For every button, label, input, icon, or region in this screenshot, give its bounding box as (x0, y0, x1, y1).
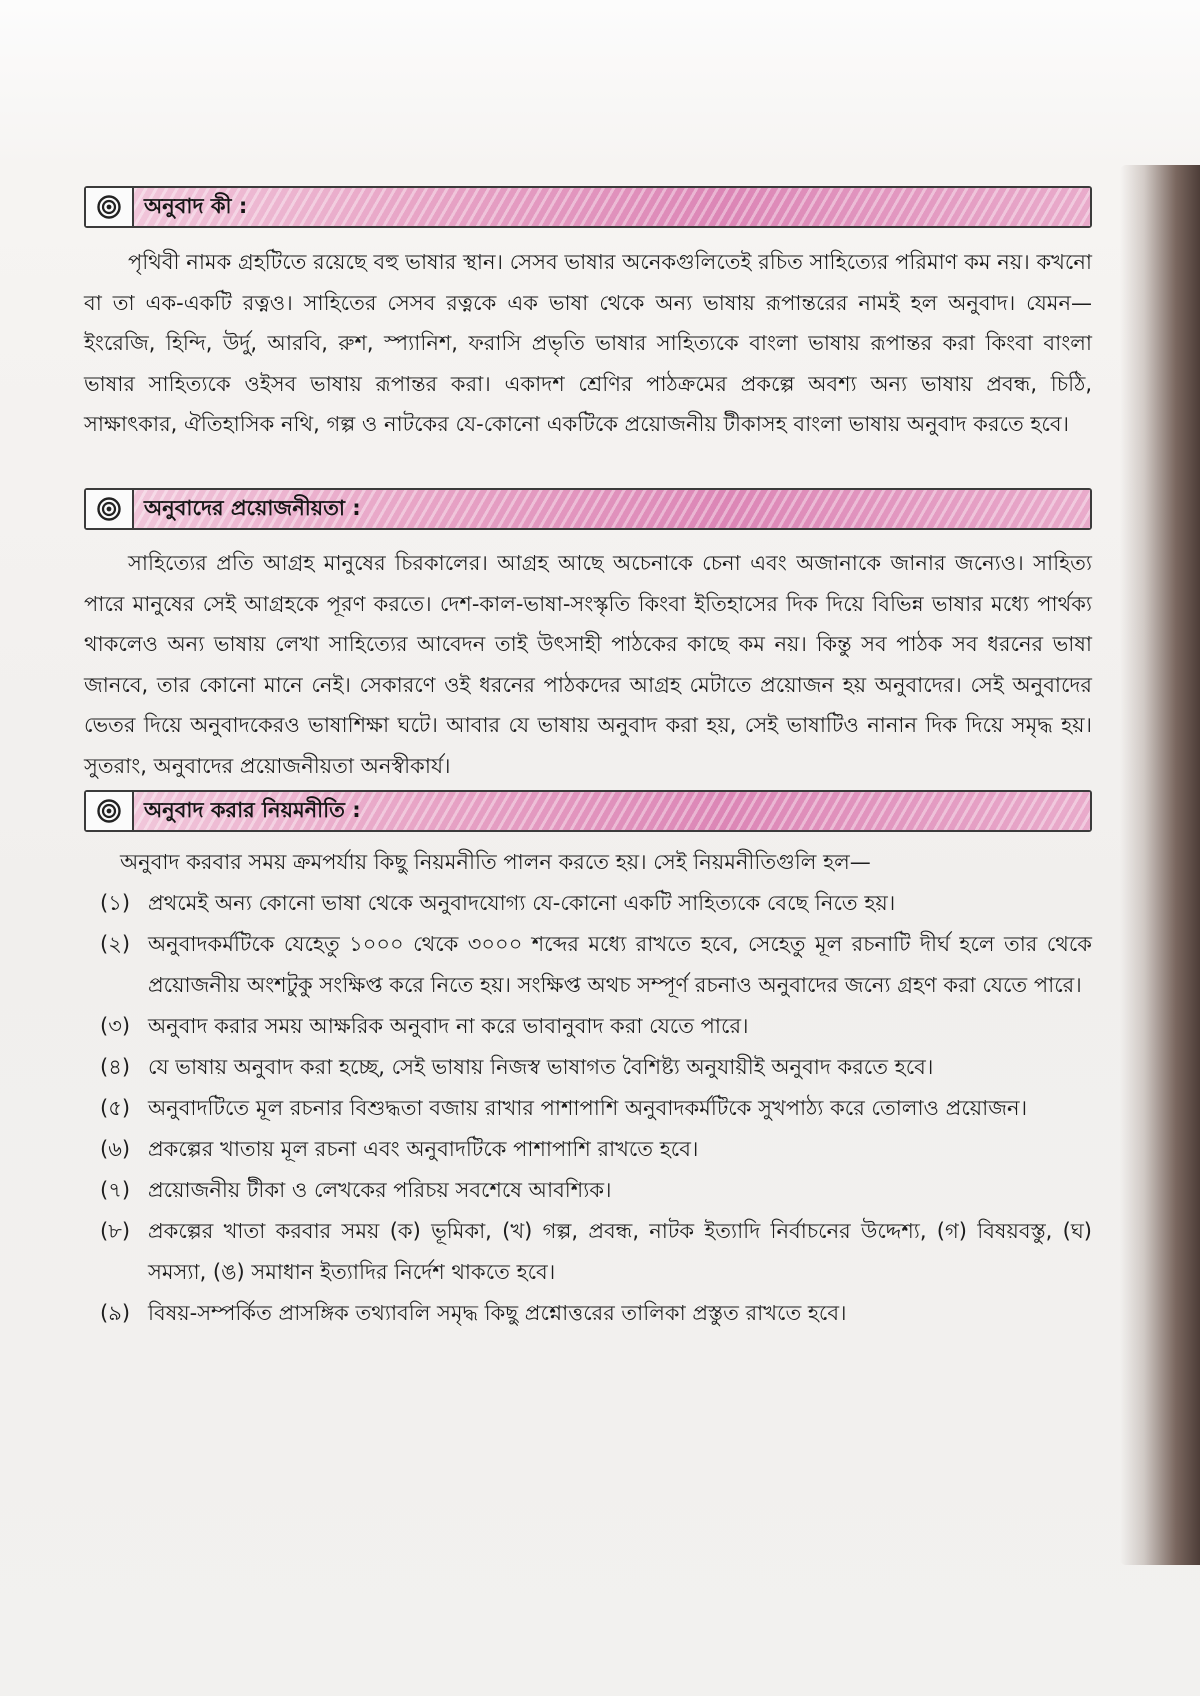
list-item (100, 1170, 1092, 1211)
list-item-text: যে ভাষায় অনুবাদ করা হচ্ছে, সেই ভাষায় নিজস্ব ভাষাগত বৈশিষ্ট্য অনুযায়ীই অনুবাদ করতে হবে। (148, 1055, 934, 1079)
list-item-text: অনুবাদকর্মটিকে যেহেতু ১০০০ থেকে ৩০০০ শব্দের মধ্যে রাখতে হবে, সেহেতু মূল রচনাটি দীর্ঘ হলে তার থেকে প্রয়োজনীয় অংশটুকু সংক্ষিপ্ত করে নিতে হয়। সংক্ষিপ্ত অথচ সম্পূর্ণ রচনাও অনুবাদের জন্যে গ্রহণ করা যেতে পারে। (148, 932, 1092, 997)
list-item-number: (৭) (100, 1178, 131, 1202)
list-item-number: (২) (100, 932, 131, 956)
section-paragraph-necessity: সাহিত্যের প্রতি আগ্রহ মানুষের চিরকালের। আগ্রহ আছে অচেনাকে চেনা এবং অজানাকে জানার জন্যেও। সাহিত্য পারে মানুষের সেই আগ্রহকে পূরণ করতে। দেশ-কাল-ভাষা-সংস্কৃতি কিংবা ইতিহাসের দিক দিয়ে বিভিন্ন ভাষার মধ্যে পার্থক্য থাকলেও অন্য ভাষায় লেখা সাহিত্যের আবেদন তাই উৎসাহী পাঠকের কাছে কম নয়। কিন্তু সব পাঠক সব ধরনের ভাষা জানবে, তার কোনো মানে নেই। সেকারণে ওই ধরনের পাঠকদের আগ্রহ মেটাতে প্রয়োজন হয় অনুবাদের। সেই অনুবাদের ভেতর দিয়ে অনুবাদকেরও ভাষাশিক্ষা ঘটে। আবার যে ভাষায় অনুবাদ করা হয়, সেই ভাষাটিও নানান দিক দিয়ে সমৃদ্ধ হয়। সুতরাং, অনুবাদের প্রয়োজনীয়তা অনস্বীকার্য। (84, 551, 1092, 778)
list-item-number: (১) (100, 891, 131, 915)
list-item-text: প্রকল্পের খাতা করবার সময় (ক) ভূমিকা, (খ) গল্প, প্রবন্ধ, নাটক ইত্যাদি নির্বাচনের উদ্দেশ্য, (গ) বিষয়বস্তু, (ঘ) সমস্যা, (ঙ) সমাধান ইত্যাদির নির্দেশ থাকতে হবে। (148, 1219, 1092, 1284)
list-item-number: (৪) (100, 1055, 131, 1079)
list-item (100, 1211, 1092, 1293)
list-item (100, 1047, 1092, 1088)
rules-intro: অনুবাদ করবার সময় ক্রমপর্যায় কিছু নিয়মনীতি পালন করতে হয়। সেই নিয়মনীতিগুলি হল— (120, 850, 871, 874)
list-item-text: প্রথমেই অন্য কোনো ভাষা থেকে অনুবাদযোগ্য যে-কোনো একটি সাহিত্যকে বেছে নিতে হয়। (148, 891, 896, 915)
section-heading-bar-necessity (84, 488, 1092, 530)
section-heading: অনুবাদ কী : (144, 193, 248, 218)
section-heading: অনুবাদের প্রয়োজনীয়তা : (144, 495, 361, 520)
list-item (100, 924, 1092, 1006)
list-item-number: (৫) (100, 1096, 131, 1120)
section-heading-bar-rules (84, 790, 1092, 832)
heading-band (134, 792, 1090, 830)
rules-list (100, 883, 1092, 1334)
list-item-text: প্রকল্পের খাতায় মূল রচনা এবং অনুবাদটিকে পাশাপাশি রাখতে হবে। (148, 1137, 699, 1161)
list-item-number: (৯) (100, 1301, 131, 1325)
section-heading: অনুবাদ করার নিয়মনীতি : (144, 797, 361, 822)
page-binding-shadow (1120, 165, 1200, 1565)
bullseye-icon (86, 792, 134, 830)
list-item (100, 1293, 1092, 1334)
heading-band (134, 188, 1090, 226)
list-item (100, 1006, 1092, 1047)
list-item-text: প্রয়োজনীয় টীকা ও লেখকের পরিচয় সবশেষে আবশ্যিক। (148, 1178, 612, 1202)
heading-band (134, 490, 1090, 528)
section-heading-bar-what-is-translation (84, 186, 1092, 228)
list-item-text: বিষয়-সম্পর্কিত প্রাসঙ্গিক তথ্যাবলি সমৃদ্ধ কিছু প্রশ্নোত্তরের তালিকা প্রস্তুত রাখতে হবে। (148, 1301, 847, 1325)
list-item-text: অনুবাদ করার সময় আক্ষরিক অনুবাদ না করে ভাবানুবাদ করা যেতে পারে। (148, 1014, 749, 1038)
list-item (100, 883, 1092, 924)
list-item (100, 1088, 1092, 1129)
list-item-number: (৮) (100, 1219, 131, 1243)
bullseye-icon (86, 188, 134, 226)
list-item-text: অনুবাদটিতে মূল রচনার বিশুদ্ধতা বজায় রাখার পাশাপাশি অনুবাদকর্মটিকে সুখপাঠ্য করে তোলাও প্রয়োজন। (148, 1096, 1028, 1120)
list-item-number: (৩) (100, 1014, 131, 1038)
bullseye-icon (86, 490, 134, 528)
list-item-number: (৬) (100, 1137, 131, 1161)
list-item (100, 1129, 1092, 1170)
section-paragraph-what-is-translation: পৃথিবী নামক গ্রহটিতে রয়েছে বহু ভাষার স্থান। সেসব ভাষার অনেকগুলিতেই রচিত সাহিত্যের পরিমাণ কম নয়। কখনো বা তা এক-একটি রত্নও। সাহিতের সেসব রত্নকে এক ভাষা থেকে অন্য ভাষায় রূপান্তরের নামই হল অনুবাদ। যেমন—ইংরেজি, হিন্দি, উর্দু, আরবি, রুশ, স্প্যানিশ, ফরাসি প্রভৃতি ভাষার সাহিত্যকে বাংলা ভাষায় রূপান্তর করা কিংবা বাংলা ভাষার সাহিত্যকে ওইসব ভাষায় রূপান্তর করা। একাদশ শ্রেণির পাঠক্রমের প্রকল্পে অবশ্য অন্য ভাষায় প্রবন্ধ, চিঠি, সাক্ষাৎকার, ঐতিহাসিক নথি, গল্প ও নাটকের যে-কোনো একটিকে প্রয়োজনীয় টীকাসহ বাংলা ভাষায় অনুবাদ করতে হবে। (84, 250, 1092, 436)
